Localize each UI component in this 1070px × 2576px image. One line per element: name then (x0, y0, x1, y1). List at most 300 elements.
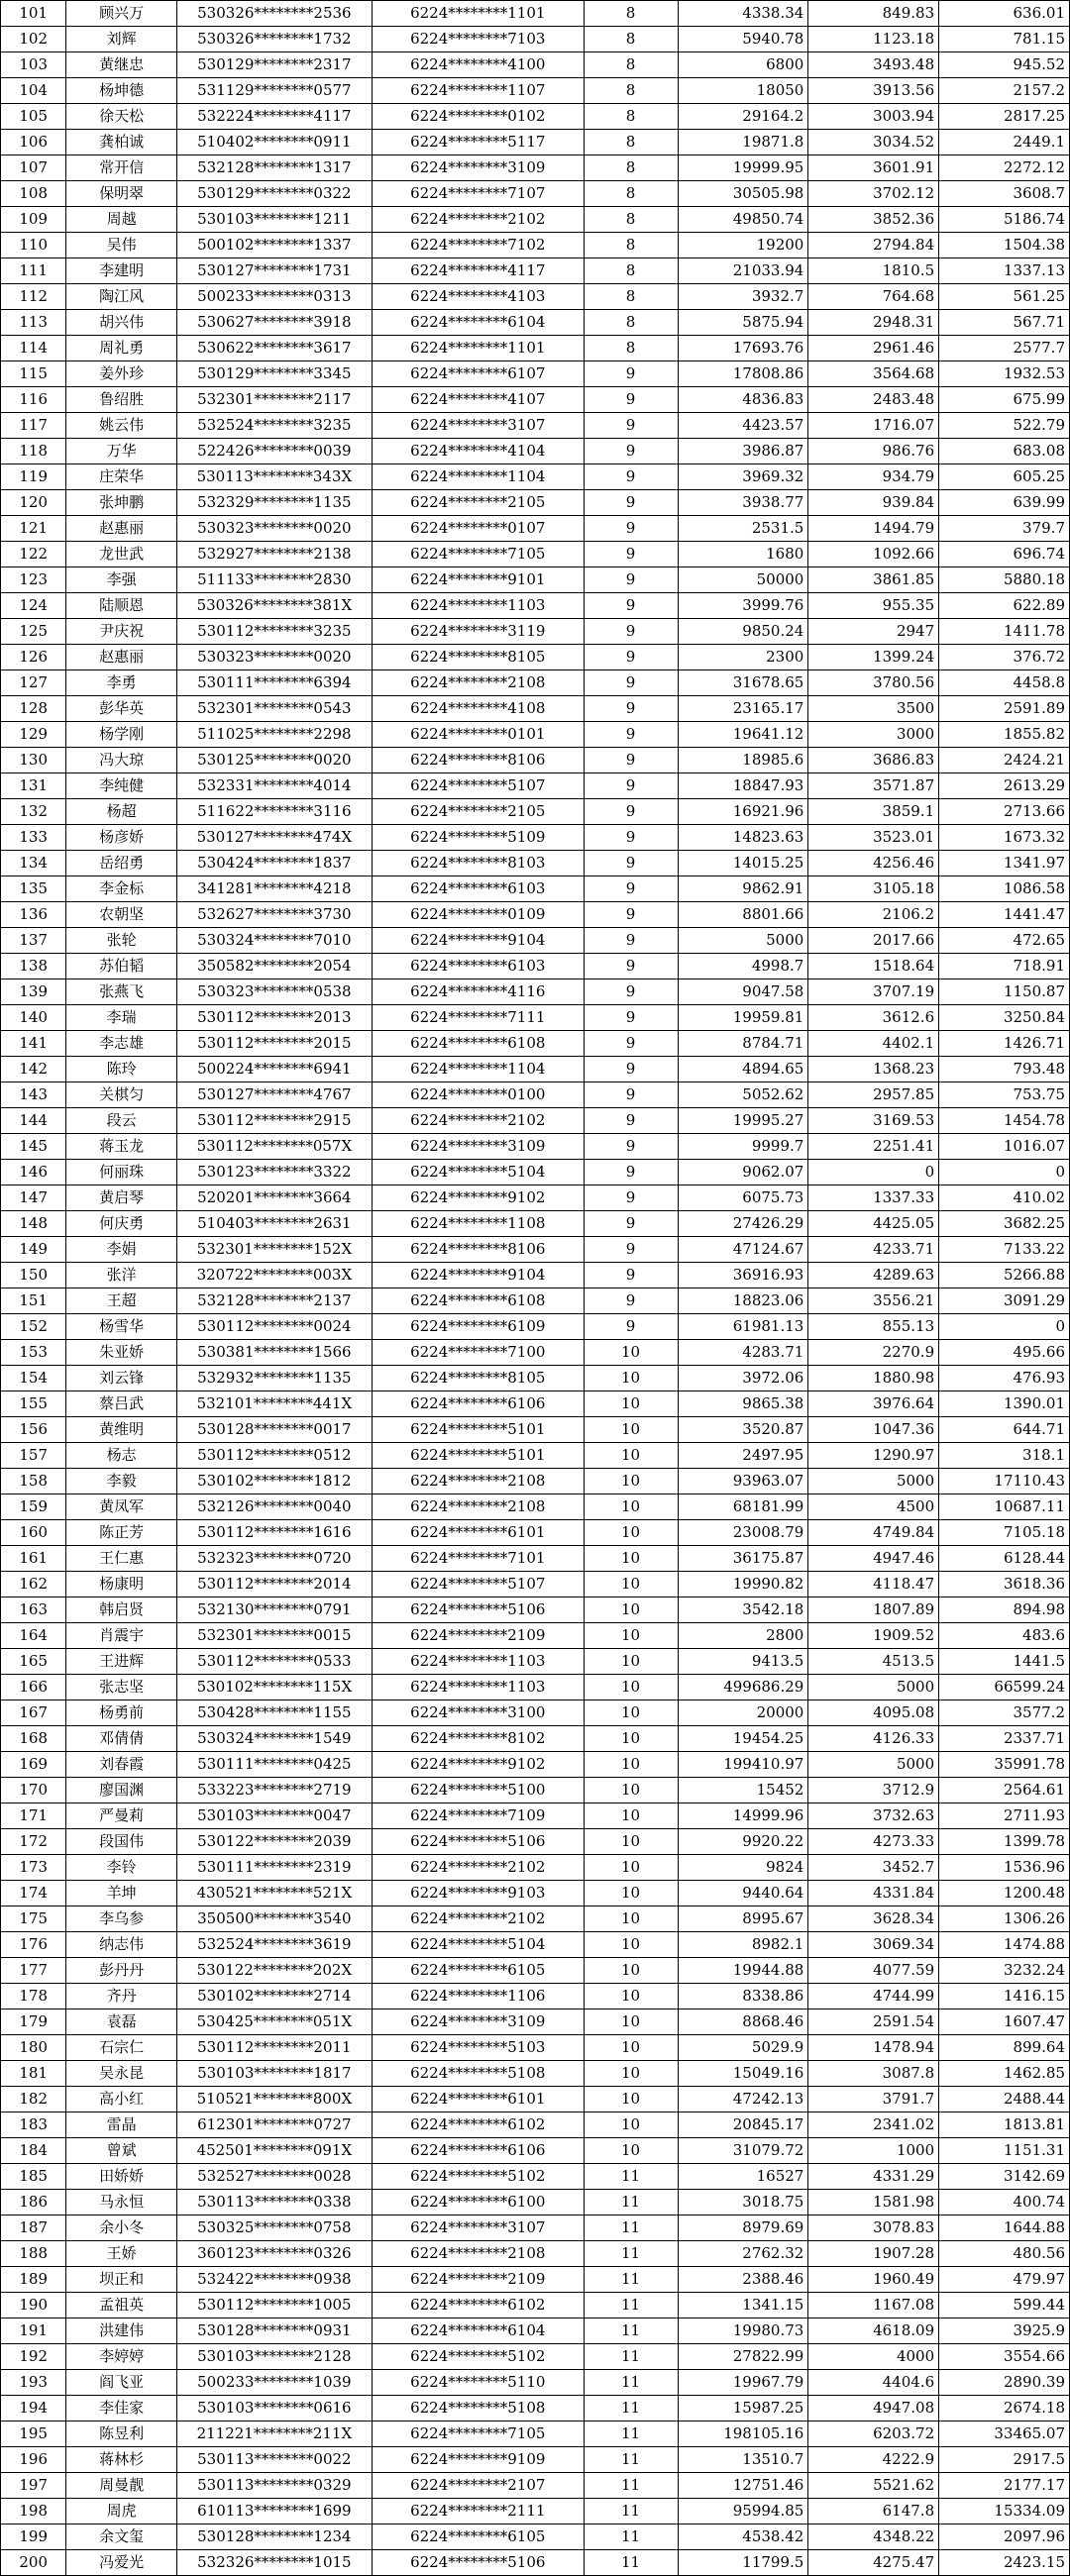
id-number-cell: 530129********2317 (176, 52, 372, 78)
bank-card-number-cell: 6224********5102 (372, 2344, 584, 2370)
group-number-cell: 9 (584, 979, 678, 1005)
row-index-cell: 179 (1, 2009, 66, 2035)
row-index-cell: 107 (1, 155, 66, 181)
amount-1-cell: 2300 (678, 645, 808, 670)
id-number-cell: 530111********2319 (176, 1855, 372, 1881)
amount-3-cell: 2423.15 (939, 2550, 1070, 2576)
table-row (1, 1572, 1070, 1597)
amount-2-cell: 1807.89 (808, 1597, 939, 1623)
bank-card-number-cell: 6224********7101 (372, 1546, 584, 1572)
person-name-cell: 姜外珍 (66, 361, 176, 387)
bank-card-number-cell: 6224********2102 (372, 1855, 584, 1881)
person-name-cell: 段云 (66, 1108, 176, 1134)
amount-3-cell: 379.7 (939, 516, 1070, 542)
amount-1-cell: 20000 (678, 1700, 808, 1726)
row-index-cell: 133 (1, 825, 66, 851)
person-name-cell: 曾斌 (66, 2138, 176, 2164)
amount-3-cell: 3554.66 (939, 2344, 1070, 2370)
table-row (1, 1752, 1070, 1778)
person-name-cell: 阎飞亚 (66, 2370, 176, 2396)
bank-card-number-cell: 6224********5117 (372, 130, 584, 155)
amount-2-cell: 4256.46 (808, 851, 939, 876)
table-row (1, 1031, 1070, 1057)
id-number-cell: 530103********0047 (176, 1803, 372, 1829)
group-number-cell: 10 (584, 1932, 678, 1958)
amount-1-cell: 9413.5 (678, 1649, 808, 1675)
group-number-cell: 9 (584, 490, 678, 516)
person-name-cell: 吴永昆 (66, 2061, 176, 2087)
group-number-cell: 9 (584, 1185, 678, 1211)
bank-card-number-cell: 6224********3109 (372, 1134, 584, 1160)
table-row (1, 2241, 1070, 2267)
group-number-cell: 10 (584, 1623, 678, 1649)
amount-3-cell: 622.89 (939, 593, 1070, 619)
table-row (1, 1649, 1070, 1675)
person-name-cell: 杨勇前 (66, 1700, 176, 1726)
group-number-cell: 10 (584, 1649, 678, 1675)
amount-2-cell: 4289.63 (808, 1263, 939, 1288)
group-number-cell: 11 (584, 2499, 678, 2524)
id-number-cell: 530326********2536 (176, 1, 372, 27)
row-index-cell: 130 (1, 748, 66, 773)
bank-card-number-cell: 6224********4117 (372, 258, 584, 284)
id-number-cell: 530111********6394 (176, 670, 372, 696)
amount-2-cell: 3078.83 (808, 2215, 939, 2241)
person-name-cell: 马永恒 (66, 2190, 176, 2215)
table-row (1, 2138, 1070, 2164)
amount-1-cell: 19995.27 (678, 1108, 808, 1134)
group-number-cell: 8 (584, 284, 678, 310)
bank-card-number-cell: 6224********4116 (372, 979, 584, 1005)
group-number-cell: 11 (584, 2190, 678, 2215)
person-name-cell: 周曼靓 (66, 2473, 176, 2499)
amount-3-cell: 2097.96 (939, 2524, 1070, 2550)
person-name-cell: 冯大琼 (66, 748, 176, 773)
id-number-cell: 530123********3322 (176, 1160, 372, 1185)
group-number-cell: 9 (584, 1160, 678, 1185)
amount-2-cell: 1368.23 (808, 1057, 939, 1082)
row-index-cell: 146 (1, 1160, 66, 1185)
bank-card-number-cell: 6224********3100 (372, 1700, 584, 1726)
amount-2-cell: 1518.64 (808, 954, 939, 979)
id-number-cell: 530129********3345 (176, 361, 372, 387)
amount-2-cell: 3859.1 (808, 799, 939, 825)
group-number-cell: 10 (584, 1906, 678, 1932)
row-index-cell: 118 (1, 439, 66, 464)
bank-card-number-cell: 6224********2105 (372, 799, 584, 825)
row-index-cell: 140 (1, 1005, 66, 1031)
person-name-cell: 陶江风 (66, 284, 176, 310)
table-row (1, 1005, 1070, 1031)
person-name-cell: 廖国渊 (66, 1778, 176, 1803)
row-index-cell: 109 (1, 207, 66, 233)
bank-card-number-cell: 6224********8106 (372, 748, 584, 773)
group-number-cell: 10 (584, 2087, 678, 2112)
id-number-cell: 530102********115X (176, 1675, 372, 1700)
bank-card-number-cell: 6224********4103 (372, 284, 584, 310)
person-name-cell: 杨彦娇 (66, 825, 176, 851)
amount-2-cell: 1880.98 (808, 1366, 939, 1391)
row-index-cell: 102 (1, 27, 66, 52)
id-number-cell: 500233********0313 (176, 284, 372, 310)
row-index-cell: 137 (1, 928, 66, 954)
group-number-cell: 11 (584, 2215, 678, 2241)
group-number-cell: 10 (584, 1443, 678, 1469)
bank-card-number-cell: 6224********5104 (372, 1932, 584, 1958)
group-number-cell: 10 (584, 1417, 678, 1443)
table-row (1, 2035, 1070, 2061)
amount-1-cell: 5029.9 (678, 2035, 808, 2061)
group-number-cell: 11 (584, 2473, 678, 2499)
amount-1-cell: 11799.5 (678, 2550, 808, 2576)
amount-1-cell: 93963.07 (678, 1469, 808, 1494)
row-index-cell: 181 (1, 2061, 66, 2087)
amount-3-cell: 3142.69 (939, 2164, 1070, 2190)
person-name-cell: 李纯健 (66, 773, 176, 799)
amount-3-cell: 480.56 (939, 2241, 1070, 2267)
row-index-cell: 120 (1, 490, 66, 516)
table-row (1, 1906, 1070, 1932)
amount-3-cell: 15334.09 (939, 2499, 1070, 2524)
amount-3-cell: 2613.29 (939, 773, 1070, 799)
id-number-cell: 211221********211X (176, 2421, 372, 2447)
amount-1-cell: 61981.13 (678, 1314, 808, 1340)
table-row (1, 1726, 1070, 1752)
table-row (1, 1237, 1070, 1263)
bank-card-number-cell: 6224********6102 (372, 2112, 584, 2138)
person-name-cell: 杨学刚 (66, 722, 176, 748)
person-name-cell: 洪建伟 (66, 2318, 176, 2344)
amount-1-cell: 19641.12 (678, 722, 808, 748)
amount-1-cell: 199410.97 (678, 1752, 808, 1778)
amount-1-cell: 36175.87 (678, 1546, 808, 1572)
amount-3-cell: 35991.78 (939, 1752, 1070, 1778)
table-row (1, 233, 1070, 258)
person-name-cell: 蒋玉龙 (66, 1134, 176, 1160)
id-number-cell: 341281********4218 (176, 876, 372, 902)
amount-2-cell: 3707.19 (808, 979, 939, 1005)
id-number-cell: 530381********1566 (176, 1340, 372, 1366)
amount-3-cell: 17110.43 (939, 1469, 1070, 1494)
amount-2-cell: 1399.24 (808, 645, 939, 670)
amount-2-cell: 4749.84 (808, 1520, 939, 1546)
amount-3-cell: 1426.71 (939, 1031, 1070, 1057)
bank-card-number-cell: 6224********6104 (372, 310, 584, 336)
row-index-cell: 122 (1, 542, 66, 567)
row-index-cell: 164 (1, 1623, 66, 1649)
id-number-cell: 530103********2128 (176, 2344, 372, 2370)
amount-1-cell: 14015.25 (678, 851, 808, 876)
row-index-cell: 108 (1, 181, 66, 207)
person-name-cell: 岳绍勇 (66, 851, 176, 876)
row-index-cell: 155 (1, 1391, 66, 1417)
person-name-cell: 刘辉 (66, 27, 176, 52)
amount-1-cell: 19980.73 (678, 2318, 808, 2344)
id-number-cell: 532128********1317 (176, 155, 372, 181)
table-row (1, 2370, 1070, 2396)
amount-3-cell: 781.15 (939, 27, 1070, 52)
amount-3-cell: 2177.17 (939, 2473, 1070, 2499)
row-index-cell: 158 (1, 1469, 66, 1494)
amount-2-cell: 2270.9 (808, 1340, 939, 1366)
id-number-cell: 530622********3617 (176, 336, 372, 361)
amount-1-cell: 68181.99 (678, 1494, 808, 1520)
person-name-cell: 杨康明 (66, 1572, 176, 1597)
amount-3-cell: 1441.5 (939, 1649, 1070, 1675)
id-number-cell: 520201********3664 (176, 1185, 372, 1211)
bank-card-number-cell: 6224********9102 (372, 1752, 584, 1778)
bank-card-number-cell: 6224********6105 (372, 2524, 584, 2550)
table-row (1, 1803, 1070, 1829)
amount-2-cell: 1337.33 (808, 1185, 939, 1211)
group-number-cell: 9 (584, 413, 678, 439)
table-row (1, 954, 1070, 979)
group-number-cell: 11 (584, 2164, 678, 2190)
table-row (1, 1675, 1070, 1700)
amount-1-cell: 23165.17 (678, 696, 808, 722)
amount-3-cell: 567.71 (939, 310, 1070, 336)
table-row (1, 155, 1070, 181)
bank-card-number-cell: 6224********4108 (372, 696, 584, 722)
row-index-cell: 166 (1, 1675, 66, 1700)
group-number-cell: 8 (584, 233, 678, 258)
row-index-cell: 163 (1, 1597, 66, 1623)
group-number-cell: 10 (584, 1597, 678, 1623)
amount-1-cell: 29164.2 (678, 104, 808, 130)
bank-card-number-cell: 6224********0102 (372, 104, 584, 130)
amount-1-cell: 9862.91 (678, 876, 808, 902)
id-number-cell: 530113********0022 (176, 2447, 372, 2473)
group-number-cell: 9 (584, 1288, 678, 1314)
amount-3-cell: 899.64 (939, 2035, 1070, 2061)
amount-1-cell: 5875.94 (678, 310, 808, 336)
bank-card-number-cell: 6224********2102 (372, 1906, 584, 1932)
table-row (1, 2164, 1070, 2190)
row-index-cell: 183 (1, 2112, 66, 2138)
amount-1-cell: 19454.25 (678, 1726, 808, 1752)
table-row (1, 1443, 1070, 1469)
table-row (1, 1366, 1070, 1391)
amount-3-cell: 1813.81 (939, 2112, 1070, 2138)
id-number-cell: 532422********0938 (176, 2267, 372, 2293)
amount-1-cell: 9865.38 (678, 1391, 808, 1417)
amount-1-cell: 9999.7 (678, 1134, 808, 1160)
group-number-cell: 9 (584, 516, 678, 542)
amount-2-cell: 1716.07 (808, 413, 939, 439)
amount-2-cell: 4000 (808, 2344, 939, 2370)
person-name-cell: 鲁绍胜 (66, 387, 176, 413)
group-number-cell: 10 (584, 1366, 678, 1391)
amount-3-cell: 1306.26 (939, 1906, 1070, 1932)
amount-3-cell: 561.25 (939, 284, 1070, 310)
amount-2-cell: 2961.46 (808, 336, 939, 361)
id-number-cell: 530103********1817 (176, 2061, 372, 2087)
person-name-cell: 徐天松 (66, 104, 176, 130)
person-name-cell: 何庆勇 (66, 1211, 176, 1237)
amount-2-cell: 1581.98 (808, 2190, 939, 2215)
person-name-cell: 黄继忠 (66, 52, 176, 78)
row-index-cell: 148 (1, 1211, 66, 1237)
amount-1-cell: 14823.63 (678, 825, 808, 851)
amount-3-cell: 0 (939, 1160, 1070, 1185)
group-number-cell: 8 (584, 258, 678, 284)
amount-1-cell: 3018.75 (678, 2190, 808, 2215)
table-row (1, 722, 1070, 748)
bank-card-number-cell: 6224********6108 (372, 1288, 584, 1314)
amount-1-cell: 30505.98 (678, 181, 808, 207)
amount-2-cell: 5000 (808, 1752, 939, 1778)
amount-2-cell: 5521.62 (808, 2473, 939, 2499)
row-index-cell: 116 (1, 387, 66, 413)
amount-1-cell: 3969.32 (678, 464, 808, 490)
row-index-cell: 125 (1, 619, 66, 645)
table-row (1, 2344, 1070, 2370)
amount-2-cell: 2794.84 (808, 233, 939, 258)
table-row (1, 1984, 1070, 2009)
group-number-cell: 9 (584, 542, 678, 567)
amount-3-cell: 1441.47 (939, 902, 1070, 928)
bank-card-number-cell: 6224********1101 (372, 1, 584, 27)
table-row (1, 2473, 1070, 2499)
table-row (1, 1623, 1070, 1649)
amount-1-cell: 8801.66 (678, 902, 808, 928)
table-row (1, 1469, 1070, 1494)
table-row (1, 310, 1070, 336)
amount-2-cell: 3564.68 (808, 361, 939, 387)
person-name-cell: 吴伟 (66, 233, 176, 258)
amount-3-cell: 1462.85 (939, 2061, 1070, 2087)
id-number-cell: 532301********152X (176, 1237, 372, 1263)
amount-2-cell: 4273.33 (808, 1829, 939, 1855)
amount-3-cell: 639.99 (939, 490, 1070, 516)
id-number-cell: 530112********3235 (176, 619, 372, 645)
table-row (1, 413, 1070, 439)
person-name-cell: 王娇 (66, 2241, 176, 2267)
amount-1-cell: 19999.95 (678, 155, 808, 181)
row-index-cell: 112 (1, 284, 66, 310)
person-name-cell: 龙世武 (66, 542, 176, 567)
amount-1-cell: 8338.86 (678, 1984, 808, 2009)
amount-1-cell: 9824 (678, 1855, 808, 1881)
person-name-cell: 周虎 (66, 2499, 176, 2524)
amount-2-cell: 4348.22 (808, 2524, 939, 2550)
row-index-cell: 150 (1, 1263, 66, 1288)
amount-1-cell: 18823.06 (678, 1288, 808, 1314)
amount-2-cell: 4233.71 (808, 1237, 939, 1263)
table-row (1, 1185, 1070, 1211)
group-number-cell: 10 (584, 2138, 678, 2164)
bank-card-number-cell: 6224********8102 (372, 1726, 584, 1752)
group-number-cell: 9 (584, 696, 678, 722)
amount-1-cell: 3986.87 (678, 439, 808, 464)
bank-card-number-cell: 6224********4100 (372, 52, 584, 78)
amount-3-cell: 3577.2 (939, 1700, 1070, 1726)
amount-3-cell: 3618.36 (939, 1572, 1070, 1597)
amount-2-cell: 1960.49 (808, 2267, 939, 2293)
amount-3-cell: 1644.88 (939, 2215, 1070, 2241)
bank-card-number-cell: 6224********7102 (372, 233, 584, 258)
amount-3-cell: 2817.25 (939, 104, 1070, 130)
amount-3-cell: 318.1 (939, 1443, 1070, 1469)
table-row (1, 2009, 1070, 2035)
person-name-cell: 陈玲 (66, 1057, 176, 1082)
amount-1-cell: 16527 (678, 2164, 808, 2190)
table-row (1, 1211, 1070, 1237)
person-name-cell: 袁磊 (66, 2009, 176, 2035)
bank-card-number-cell: 6224********1103 (372, 1675, 584, 1700)
amount-2-cell: 3087.8 (808, 2061, 939, 2087)
amount-3-cell: 3232.24 (939, 1958, 1070, 1984)
table-row (1, 2396, 1070, 2421)
group-number-cell: 10 (584, 1700, 678, 1726)
amount-3-cell: 1411.78 (939, 619, 1070, 645)
table-row (1, 979, 1070, 1005)
bank-card-number-cell: 6224********3107 (372, 413, 584, 439)
person-name-cell: 万华 (66, 439, 176, 464)
id-number-cell: 530103********0616 (176, 2396, 372, 2421)
bank-card-number-cell: 6224********9103 (372, 1881, 584, 1906)
amount-1-cell: 499686.29 (678, 1675, 808, 1700)
group-number-cell: 9 (584, 825, 678, 851)
table-row (1, 696, 1070, 722)
group-number-cell: 9 (584, 773, 678, 799)
amount-1-cell: 8868.46 (678, 2009, 808, 2035)
amount-2-cell: 2017.66 (808, 928, 939, 954)
amount-3-cell: 1474.88 (939, 1932, 1070, 1958)
records-table-body (1, 1, 1070, 2576)
amount-2-cell: 1290.97 (808, 1443, 939, 1469)
amount-3-cell: 5880.18 (939, 567, 1070, 593)
bank-card-number-cell: 6224********2108 (372, 2241, 584, 2267)
bank-card-number-cell: 6224********9104 (372, 1263, 584, 1288)
amount-3-cell: 2488.44 (939, 2087, 1070, 2112)
amount-2-cell: 3861.85 (808, 567, 939, 593)
id-number-cell: 350500********3540 (176, 1906, 372, 1932)
bank-card-number-cell: 6224********9109 (372, 2447, 584, 2473)
amount-3-cell: 1016.07 (939, 1134, 1070, 1160)
person-name-cell: 孟祖英 (66, 2293, 176, 2318)
person-name-cell: 杨超 (66, 799, 176, 825)
amount-3-cell: 483.6 (939, 1623, 1070, 1649)
person-name-cell: 李金标 (66, 876, 176, 902)
amount-3-cell: 5266.88 (939, 1263, 1070, 1288)
group-number-cell: 10 (584, 1778, 678, 1803)
group-number-cell: 9 (584, 876, 678, 902)
amount-3-cell: 644.71 (939, 1417, 1070, 1443)
bank-card-number-cell: 6224********6102 (372, 2293, 584, 2318)
table-row (1, 542, 1070, 567)
id-number-cell: 500233********1039 (176, 2370, 372, 2396)
table-row (1, 567, 1070, 593)
person-name-cell: 齐丹 (66, 1984, 176, 2009)
id-number-cell: 532301********0015 (176, 1623, 372, 1649)
group-number-cell: 9 (584, 645, 678, 670)
id-number-cell: 530102********1812 (176, 1469, 372, 1494)
amount-1-cell: 18847.93 (678, 773, 808, 799)
amount-1-cell: 2800 (678, 1623, 808, 1649)
id-number-cell: 510521********800X (176, 2087, 372, 2112)
person-name-cell: 周礼勇 (66, 336, 176, 361)
table-row (1, 1855, 1070, 1881)
row-index-cell: 161 (1, 1546, 66, 1572)
group-number-cell: 10 (584, 1752, 678, 1778)
id-number-cell: 530428********1155 (176, 1700, 372, 1726)
row-index-cell: 173 (1, 1855, 66, 1881)
person-name-cell: 李铃 (66, 1855, 176, 1881)
amount-1-cell: 1680 (678, 542, 808, 567)
person-name-cell: 关棋匀 (66, 1082, 176, 1108)
amount-1-cell: 31079.72 (678, 2138, 808, 2164)
